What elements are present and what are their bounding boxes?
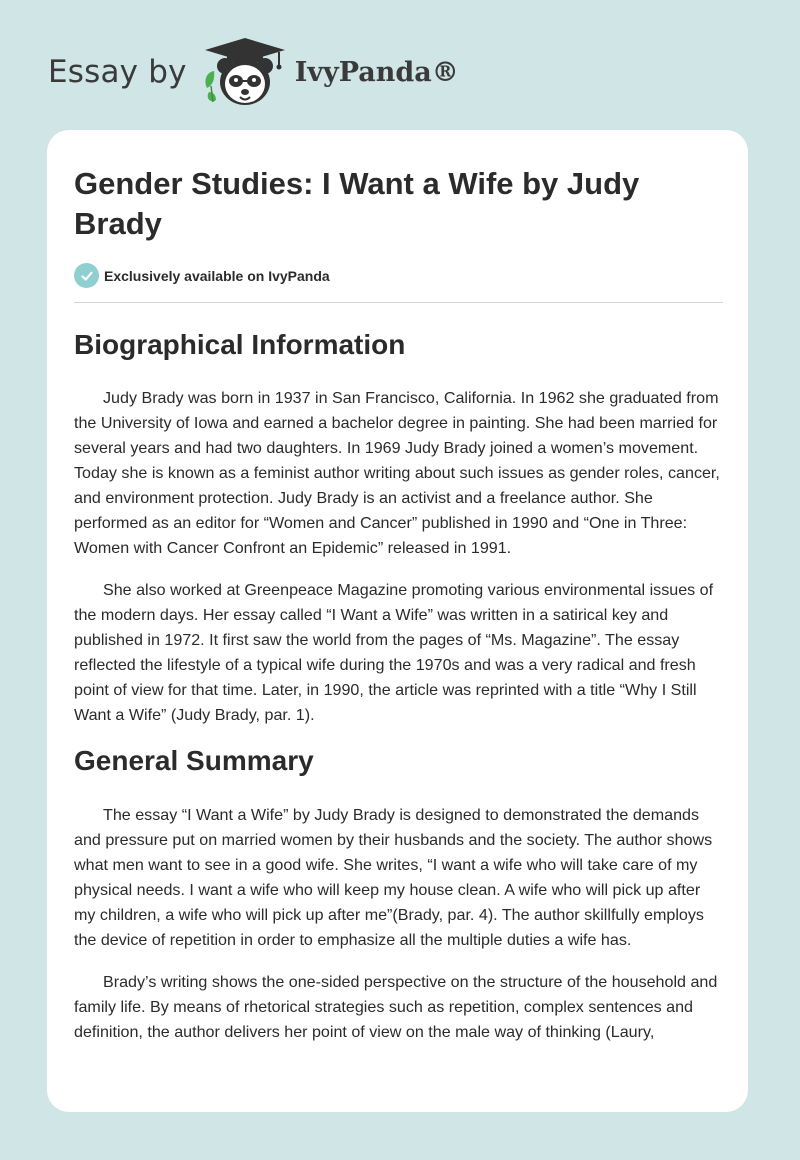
document-body <box>74 320 726 1045</box>
panda-graduate-icon[interactable] <box>201 36 289 108</box>
paragraph: She also worked at Greenpeace Magazine promoting various environmental issues of the modern days. Her essay called “I Want a Wife” was written in a satirical key and published in 1972. It first saw the world from the pages of “Ms. Magazine”. The essay reflected the lifestyle of a typical wife during the 1970s and was a very radical and fresh point of view for that time. Later, in 1990, the article was reprinted with a title “Why I Still Want a Wife” (Judy Brady, par. 1). <box>74 581 714 724</box>
paragraph: Brady’s writing shows the one-sided perspective on the structure of the household and family life. By means of rhetorical strategies such as repetition, complex sentences and definition, the author delivers her point of view on the male way of thinking (Laury, <box>74 973 718 1041</box>
exclusive-badge <box>74 263 330 288</box>
paragraph: The essay “I Want a Wife” by Judy Brady is designed to demonstrated the demands and pressure put on married women by their husbands and the society. The author shows what men want to see in a good wife. She writes, “I want a wife who will take care of my physical needs. I want a wife who will keep my house clean. A wife who will pick up after my children, a wife who will pick up after me”(Brady, par. 4). The author skillfully employs the device of repetition in order to emphasize all the multiple duties a wife has. <box>74 806 713 949</box>
exclusive-label: Exclusively available on IvyPanda <box>104 267 330 284</box>
brand-prefix: Essay by <box>48 54 187 90</box>
brand-name[interactable]: IvyPanda® <box>294 56 459 88</box>
paragraph: Judy Brady was born in 1937 in San Francisco, California. In 1962 she graduated from the University of Iowa and earned a bachelor degree in painting. She had been married for several years and had two daughters. In 1969 Judy Brady joined a women’s movement. Today she is known as a feminist author writing about such issues as gender roles, cancer, and environment protection. Judy Brady is an activist and a freelance author. She performed as an editor for “Women and Cancer” published in 1990 and “One in Three: Women with Cancer Confront an Epidemic” released in 1991. <box>74 389 720 557</box>
divider <box>74 302 723 303</box>
section-heading: Biographical Information <box>74 329 406 360</box>
check-circle-icon <box>74 263 99 288</box>
document-card <box>47 130 748 1112</box>
page-title: Gender Studies: I Want a Wife by Judy Brady <box>74 166 640 241</box>
section-heading: General Summary <box>74 745 314 776</box>
site-header <box>48 36 459 108</box>
